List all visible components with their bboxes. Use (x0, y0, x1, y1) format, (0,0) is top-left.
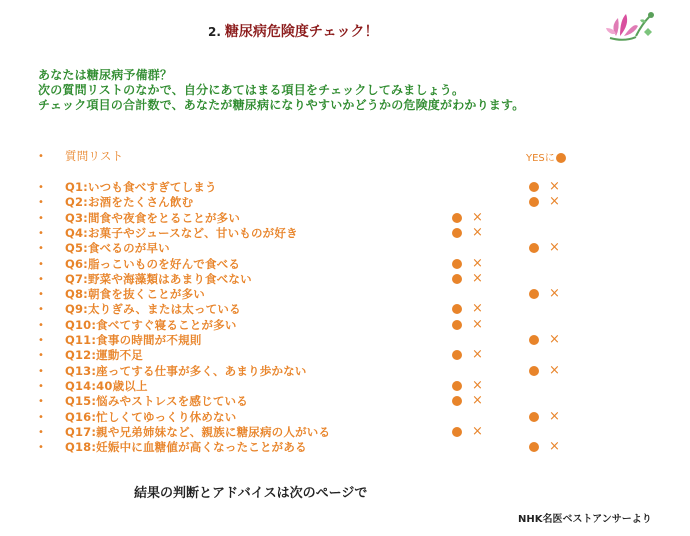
title-number: 2. (208, 25, 221, 39)
question-bullet: • (38, 320, 44, 331)
intro-line-1: あなたは糖尿病予備群？ (38, 68, 173, 82)
question-item: Q7:野菜や海藻類はあまり食べない (65, 272, 252, 286)
no-cross-icon[interactable]: × (549, 409, 560, 424)
no-cross-icon[interactable]: × (549, 240, 560, 255)
page-title (208, 21, 379, 41)
source-credit: NHK名医ベストアンサーより (518, 514, 652, 525)
question-bullet: • (38, 228, 44, 239)
lotus-logo-icon (606, 10, 658, 46)
no-cross-icon[interactable]: × (472, 271, 483, 286)
question-bullet: • (38, 442, 44, 453)
question-item: Q10:食べてすぐ寝ることが多い (65, 318, 237, 332)
question-bullet: • (38, 274, 44, 285)
yes-dot-icon[interactable] (452, 427, 462, 437)
question-bullet: • (38, 259, 44, 270)
question-item: Q18:妊娠中に血糖値が高くなったことがある (65, 440, 307, 454)
question-item: Q15:悩みやストレスを感じている (65, 394, 248, 408)
question-bullet: • (38, 289, 44, 300)
yes-header-dot-icon (556, 153, 566, 163)
no-cross-icon[interactable]: × (472, 393, 483, 408)
yes-dot-icon[interactable] (529, 197, 539, 207)
question-bullet: • (38, 366, 44, 377)
question-bullet: • (38, 350, 44, 361)
yes-dot-icon[interactable] (452, 213, 462, 223)
yes-dot-icon[interactable] (452, 228, 462, 238)
yes-dot-icon[interactable] (452, 396, 462, 406)
question-item: Q11:食事の時間が不規則 (65, 333, 202, 347)
intro-line-2: 次の質問リストのなかで、自分にあてはまる項目をチェックしてみましょう。 (38, 83, 465, 97)
yes-dot-icon[interactable] (529, 289, 539, 299)
yes-dot-icon[interactable] (452, 304, 462, 314)
title-text: 糖尿病危険度チェック！ (224, 24, 379, 40)
question-item: Q16:忙しくてゆっくり休めない (65, 410, 237, 424)
no-cross-icon[interactable]: × (549, 179, 560, 194)
question-bullet: • (38, 304, 44, 315)
no-cross-icon[interactable]: × (472, 225, 483, 240)
yes-dot-icon[interactable] (529, 442, 539, 452)
yes-header-label: YESに (526, 153, 555, 164)
yes-dot-icon[interactable] (529, 243, 539, 253)
question-bullet: • (38, 335, 44, 346)
yes-dot-icon[interactable] (529, 182, 539, 192)
yes-dot-icon[interactable] (452, 274, 462, 284)
question-bullet: • (38, 396, 44, 407)
intro-line-3: チェック項目の合計数で、あなたが糖尿病になりやすいかどうかの危険度がわかります。 (38, 98, 525, 112)
question-item: Q17:親や兄弟姉妹など、親族に糖尿病の人がいる (65, 425, 331, 439)
question-bullet: • (38, 412, 44, 423)
no-cross-icon[interactable]: × (549, 194, 560, 209)
list-header-label: 質問リスト (65, 149, 124, 163)
yes-dot-icon[interactable] (452, 259, 462, 269)
no-cross-icon[interactable]: × (472, 378, 483, 393)
question-item: Q3:間食や夜食をとることが多い (65, 211, 241, 225)
no-cross-icon[interactable]: × (472, 317, 483, 332)
no-cross-icon[interactable]: × (549, 332, 560, 347)
question-bullet: • (38, 427, 44, 438)
question-item: Q9:太りぎみ、または太っている (65, 302, 241, 316)
question-item: Q1:いつも食べすぎてしまう (65, 180, 217, 194)
no-cross-icon[interactable]: × (549, 363, 560, 378)
no-cross-icon[interactable]: × (472, 210, 483, 225)
footer-note: 結果の判断とアドバイスは次のページで (134, 486, 368, 501)
yes-dot-icon[interactable] (452, 381, 462, 391)
question-bullet: • (38, 197, 44, 208)
question-item: Q2:お酒をたくさん飲む (65, 195, 194, 209)
no-cross-icon[interactable]: × (472, 256, 483, 271)
question-item: Q6:脂っこいものを好んで食べる (65, 257, 241, 271)
yes-dot-icon[interactable] (529, 335, 539, 345)
yes-dot-icon[interactable] (529, 366, 539, 376)
yes-dot-icon[interactable] (452, 350, 462, 360)
question-bullet: • (38, 182, 44, 193)
no-cross-icon[interactable]: × (472, 301, 483, 316)
yes-dot-icon[interactable] (452, 320, 462, 330)
question-item: Q4:お菓子やジュースなど、甘いものが好き (65, 226, 298, 240)
no-cross-icon[interactable]: × (549, 439, 560, 454)
no-cross-icon[interactable]: × (549, 286, 560, 301)
no-cross-icon[interactable]: × (472, 347, 483, 362)
question-item: Q14:40歳以上 (65, 379, 148, 393)
question-item: Q12:運動不足 (65, 348, 143, 362)
yes-column-header (526, 149, 566, 164)
no-cross-icon[interactable]: × (472, 424, 483, 439)
question-bullet: • (38, 243, 44, 254)
question-item: Q8:朝食を抜くことが多い (65, 287, 205, 301)
question-bullet: • (38, 381, 44, 392)
question-bullet: • (38, 213, 44, 224)
question-item: Q5:食べるのが早い (65, 241, 170, 255)
question-item: Q13:座ってする仕事が多く、あまり歩かない (65, 364, 307, 378)
list-header-bullet: • (38, 151, 44, 162)
yes-dot-icon[interactable] (529, 412, 539, 422)
